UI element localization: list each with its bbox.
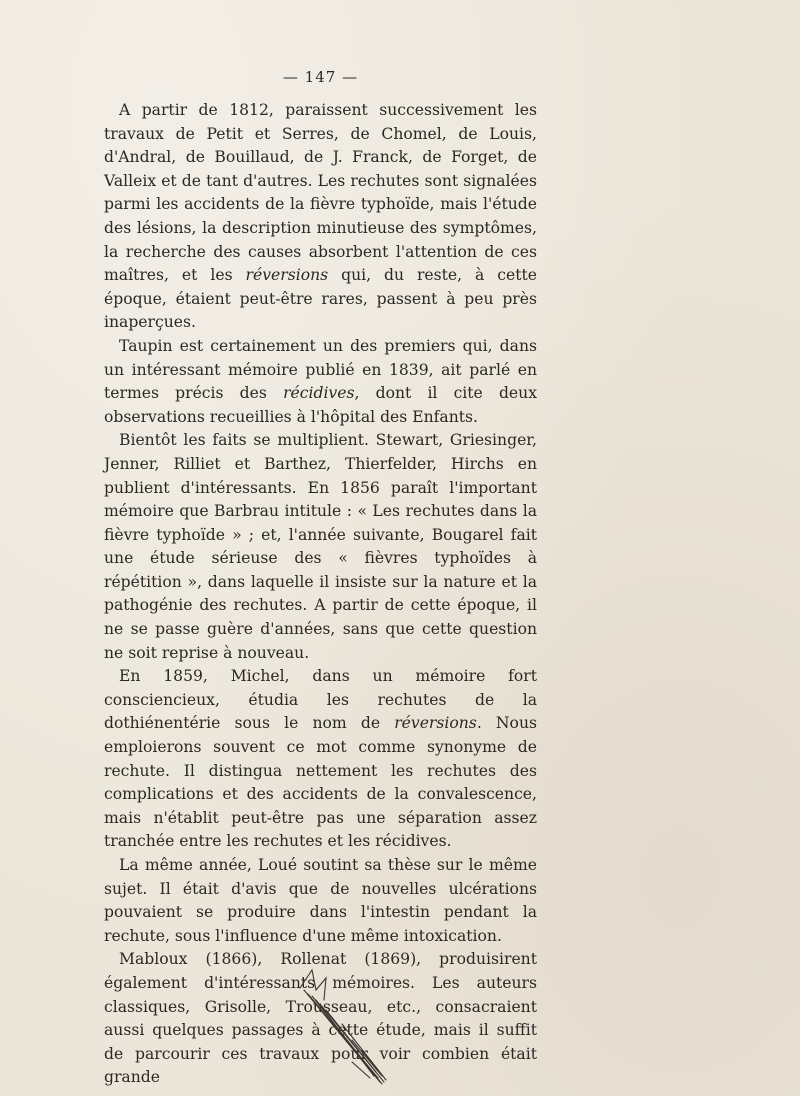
paragraph	[104, 854, 537, 948]
body-text	[104, 99, 537, 1090]
text-run: La même année, Loué soutint sa thèse sur le même sujet. Il était d'avis que de nouvelles ulcérations pouvaient se produire dans l'intestin pendant la rechute, sous l'influence d'une même intoxication.	[104, 856, 537, 945]
italic-term: réversions	[394, 714, 477, 733]
text-run: . Nous emploierons souvent ce mot comme synonyme de rechute. Il distingua nettement les rechutes des complications et des accidents de la convalescence, mais n'établit peut-être pas une séparation assez tranchée entre les rechutes et les récidives.	[104, 714, 537, 851]
italic-term: réversions	[245, 266, 329, 285]
text-run: qui, du reste, à cette époque, étaient peut-être rares, passent à peu près inaperçues.	[104, 266, 538, 332]
paragraph	[104, 99, 537, 335]
italic-term: récidives	[283, 384, 355, 403]
text-run: Mabloux (1866), Rollenat (1869), produisirent également d'intéressants mémoires. Les auteurs classiques, Grisolle, Trousseau, etc., consacraient aussi quelques passages à cette étude, mais il suffit de parcourir ces travaux pour voir combien était grande	[104, 950, 537, 1087]
text-run: , dont il cite deux observations recueillies à l'hôpital des Enfants.	[104, 384, 537, 426]
text-run: Bientôt les faits se multiplient. Stewart, Griesinger, Jenner, Rilliet et Barthez, Thierfelder, Hirchs en publient d'intéressants. En 1856 paraît l'important mémoire que Barbrau intitule : « Les rechutes dans la fièvre typhoïde » ; et, l'année suivante, Bougarel fait une étude sérieuse des « fièvres typhoïdes à répétition », dans laquelle il insiste sur la nature et la pathogénie des rechutes. A partir de cette époque, il ne se passe guère d'années, sans que cette question ne soit reprise à nouveau.	[104, 431, 537, 662]
paragraph	[104, 429, 537, 665]
text-run: Taupin est certainement un des premiers qui, dans un intéressant mémoire publié en 1839, ait parlé en termes précis des	[104, 336, 537, 403]
paragraph	[104, 665, 537, 854]
page-number: — 147 —	[282, 68, 359, 86]
text-run: En 1859, Michel, dans un mémoire fort consciencieux, étudia les rechutes de la dothiénentérie sous le nom de	[104, 667, 537, 733]
pen-mark-icon	[282, 960, 392, 1090]
paragraph	[104, 335, 537, 429]
document-page	[104, 66, 537, 1090]
text-run: A partir de 1812, paraissent successivement les travaux de Petit et Serres, de Chomel, de Louis, d'Andral, de Bouillaud, de J. Franck, de Forget, de Valleix et de tant d'autres. Les rechutes sont signalées parmi les accidents de la fièvre typhoïde, mais l'étude des lésions, la description minutieuse des symptômes, la recherche des causes absorbent l'attention de ces maîtres, et les	[104, 101, 537, 285]
